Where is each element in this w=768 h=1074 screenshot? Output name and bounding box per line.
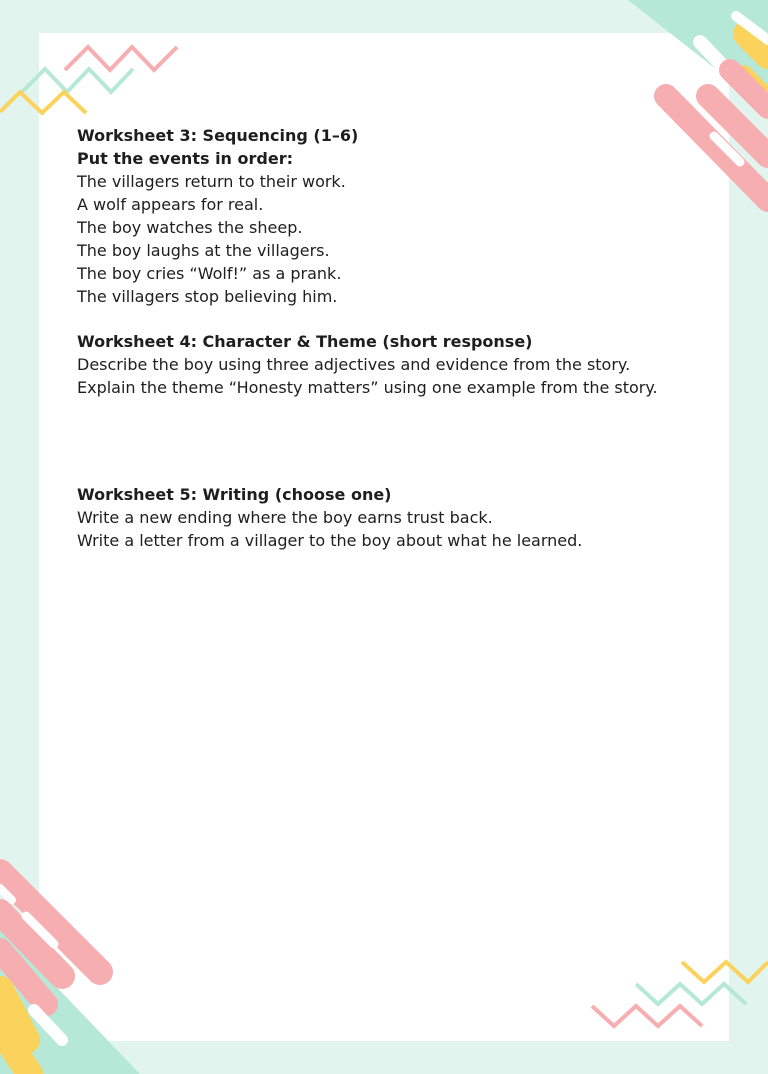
prompt-item: Write a letter from a villager to the boy about what he learned. [77, 531, 583, 550]
answer-space [77, 399, 717, 483]
worksheet-5-section [77, 483, 717, 552]
worksheet-3-section [77, 124, 717, 308]
sequence-item: The boy cries “Wolf!” as a prank. [77, 264, 342, 283]
sequence-item: The boy laughs at the villagers. [77, 241, 330, 260]
section-spacer [77, 308, 717, 330]
worksheet-3-instructions: Put the events in order: [77, 149, 293, 168]
sequence-item: The boy watches the sheep. [77, 218, 303, 237]
worksheet-4-section [77, 330, 717, 399]
sequence-item: The villagers return to their work. [77, 172, 346, 191]
worksheet-5-title: Worksheet 5: Writing (choose one) [77, 485, 392, 504]
worksheet-4-title: Worksheet 4: Character & Theme (short response) [77, 332, 533, 351]
worksheet-content [77, 124, 717, 552]
worksheet-3-title: Worksheet 3: Sequencing (1–6) [77, 126, 359, 145]
prompt-item: Explain the theme “Honesty matters” using one example from the story. [77, 378, 658, 397]
sequence-item: The villagers stop believing him. [77, 287, 338, 306]
prompt-item: Describe the boy using three adjectives and evidence from the story. [77, 355, 631, 374]
prompt-item: Write a new ending where the boy earns trust back. [77, 508, 493, 527]
sequence-item: A wolf appears for real. [77, 195, 264, 214]
